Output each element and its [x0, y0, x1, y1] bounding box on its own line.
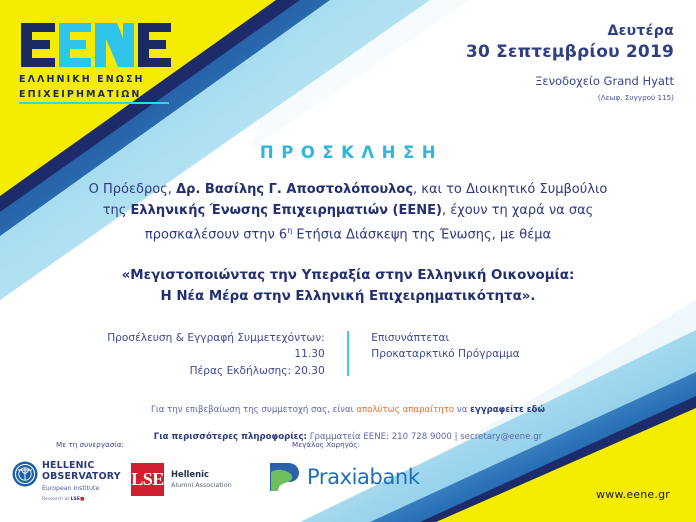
event-day: Δευτέρα [607, 23, 674, 39]
lse-alumni-logo [131, 463, 232, 496]
event-venue: Ξενοδοχείο Grand Hyatt [535, 74, 674, 88]
lse-line-1: Hellenic [171, 469, 209, 479]
paragraph-part-1: Ο Πρόεδρος, [88, 182, 177, 197]
logo-subtitle-line2: ΕΠΙΧΕΙΡΗΜΑΤΙΩΝ [19, 88, 142, 100]
footer-partners [0, 437, 696, 522]
contact-label: Για περισσότερες πληροφορίες: [153, 432, 307, 443]
event-address: (Λεωφ. Συγγρού 115) [597, 93, 674, 102]
cooperation-label: Με τη συνεργασία: [56, 440, 124, 449]
schedule-end: Πέρας Εκδήλωσης: 20.30 [189, 364, 325, 377]
event-date-block [466, 22, 674, 103]
schedule-section [0, 330, 696, 380]
registration-prefix: Για την επιβεβαίωση της συμμετοχή σας, είναι [151, 405, 357, 416]
attachment-label: Επισυνάπτεται [371, 331, 450, 344]
lse-mark: LSE [131, 463, 164, 496]
paragraph-part-3: , έχουν τη χαρά να σας προσκαλέσουν στην 6 [144, 202, 594, 243]
theme-line-2: Η Νέα Μέρα στην Ελληνική Επιχειρηματικότητα». [160, 288, 536, 304]
schedule-arrival: Προσέλευση & Εγγραφή Συμμετεχόντων: 11.30 [107, 331, 325, 361]
eene-logo-mark [19, 19, 173, 71]
ho-line4-bold: LSE [70, 496, 80, 502]
theme-line-1: «Μεγιστοποιώντας την Υπεραξία στην Ελληνική Οικονομία: [121, 267, 575, 283]
ordinal-suffix: η [287, 226, 293, 235]
conference-theme [0, 265, 696, 307]
eene-logo [19, 19, 173, 104]
ho-red-dot: ■ [79, 496, 85, 502]
organization-name: Ελληνικής Ένωσης Επιχειρηματιών (ΕΕΝΕ) [130, 202, 442, 218]
ho-line4-pre: Research at [42, 496, 71, 502]
praxiabank-logo [266, 460, 420, 494]
schedule-times [87, 330, 347, 380]
sponsor-label: Μεγάλος Χορηγός: [292, 440, 360, 449]
lse-line-2: Alumni Association [171, 481, 232, 489]
registration-highlight: απολύτως απαραίτητο [356, 405, 455, 416]
ho-line-3: European Institute [42, 484, 100, 492]
hellenic-observatory-logo [12, 459, 121, 504]
president-name: Δρ. Βασίλης Γ. Αποστολόπουλος [176, 182, 414, 197]
paragraph-part-4: Ετήσια Διάσκεψη της Ένωσης, με θέμα [292, 227, 552, 243]
schedule-attachment [349, 330, 609, 380]
ho-line-4 [42, 496, 121, 504]
registration-middle: να [454, 405, 471, 416]
hellenic-observatory-icon [12, 461, 38, 487]
praxiabank-name: Praxiabank [307, 465, 420, 489]
ho-line-1: HELLENIC [42, 460, 95, 471]
attachment-program: Προκαταρκτικό Πρόγραμμα [371, 348, 520, 361]
invitation-paragraph [78, 180, 618, 246]
registration-note [0, 403, 696, 417]
website-url[interactable]: www.eene.gr [596, 488, 670, 501]
page-title: ΠΡΟΣΚΛΗΣΗ [259, 143, 444, 162]
lse-text [171, 469, 232, 490]
contact-value: Γραμματεία ΕΕΝΕ: 210 728 9000 | secretary@eene.gr [307, 432, 543, 443]
paragraph-part-2: , και το Διοικητικό Συμβούλιο της [102, 182, 608, 218]
event-date: 30 Σεπτεμβρίου 2019 [465, 42, 674, 62]
praxiabank-icon [266, 460, 300, 494]
logo-underline [19, 102, 169, 104]
invitation-content [0, 140, 696, 444]
logo-subtitle-line1: ΕΛΛΗΝΙΚΗ ΕΝΩΣΗ [19, 74, 145, 85]
hellenic-observatory-text [42, 459, 121, 504]
ho-line-2: OBSERVATORY [42, 470, 121, 482]
register-link[interactable]: εγγραφείτε εδώ [470, 405, 545, 416]
